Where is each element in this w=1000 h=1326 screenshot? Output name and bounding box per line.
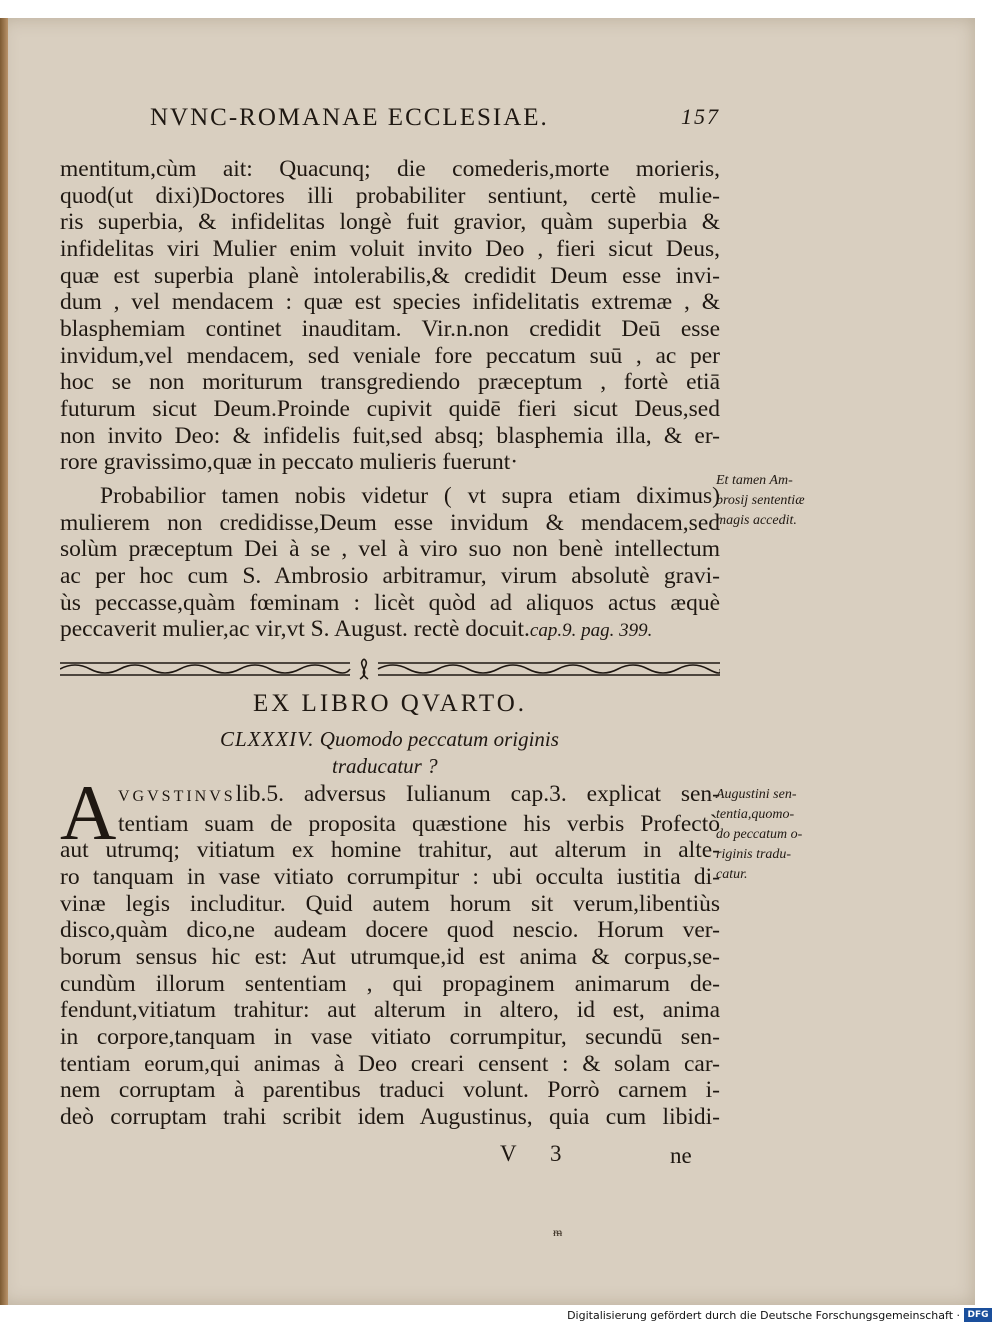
- text-line: deò corruptam trahi scribit idem Augustinus, quia cum libidi-: [60, 1103, 720, 1130]
- citation: cap.9. pag. 399.: [529, 620, 653, 642]
- chapter-title-line: traducatur ?: [332, 754, 438, 778]
- text-line: dum , vel mendacem : quæ est species infidelitatis extremæ , &: [60, 289, 720, 316]
- drop-capital: A: [60, 769, 117, 856]
- text-line: in corpore,tanquam in vase vitiato corrumpitur, secundū sen-: [60, 1023, 720, 1050]
- text-line: mentitum,cùm ait: Quacunq; die comederis,morte morieris,: [60, 156, 720, 182]
- decorative-rule: [60, 655, 720, 683]
- text-line: non invito Deo: & infidelis fuit,sed absq; blasphemia illa, & er-: [60, 422, 720, 449]
- text-line: fendunt,vitiatum trahitur: aut alterum in altero, id est, anima: [60, 997, 720, 1024]
- text-line: vinæ legis includitur. Quid autem horum sit verum,libentiùs: [60, 890, 720, 917]
- text-line: mulierem non credidisse,Deum esse invidum & mendacem,sed: [60, 509, 720, 536]
- footer-credit: Digitalisierung gefördert durch die Deutsche Forschungsgemeinschaft ·: [567, 1309, 960, 1322]
- text-line: tentiam eorum,qui animas à Deo creari censent : & solam car-: [60, 1050, 720, 1077]
- note-line: magis accedit.: [716, 513, 797, 528]
- text-line: borum sensus hic est: Aut utrumque,id est anima & corpus,se-: [60, 943, 720, 970]
- footer-bar: [0, 1305, 1000, 1326]
- text-line: nem corruptam à parentibus traduci volunt. Porrò carnem i-: [60, 1077, 720, 1104]
- text-line: cundùm illorum sententiam , qui propaginem animarum de-: [60, 970, 720, 997]
- text-line: Probabilior tamen nobis videtur ( vt supra etiam diximus): [100, 483, 720, 509]
- text-line: ac per hoc cum S. Ambrosio arbitramur, virum absolutè gravi-: [60, 562, 720, 589]
- text-line: tentiam suam de proposita quæstione his verbis Profectò: [118, 810, 720, 837]
- chapter-number: CLXXXIV.: [220, 727, 315, 751]
- text-line: ris superbia, & infidelitas longè fuit gravior, quàm superbia &: [60, 209, 720, 236]
- text-line: infidelitas viri Mulier enim voluit invito Deo , fieri sicut Deus,: [60, 235, 720, 262]
- note-line: brosij sententiæ: [716, 493, 805, 508]
- dfg-logo: DFG: [964, 1308, 992, 1322]
- text-line: ùs peccasse,quàm fœminam : licèt quòd ad aliquos actus æquè: [60, 589, 720, 616]
- text-line: quod(ut dixi)Doctores illi probabiliter sentiunt, certè mulie-: [60, 182, 720, 209]
- note-line: Augustini sen-: [716, 787, 797, 802]
- text-line: hoc se non moriturum transgrediendo præceptum , fortè etiā: [60, 369, 720, 396]
- running-head: [150, 104, 720, 138]
- text-line: quæ est superbia planè intolerabilis,& credidit Deum esse invi-: [60, 262, 720, 289]
- text-line: peccaverit mulier,ac vir,vt S. August. rectè docuit.: [60, 616, 530, 643]
- text-line: futurum sicut Deum.Proinde cupivit quidē fieri sicut Deus,sed: [60, 395, 720, 422]
- margin-note-1: [716, 471, 841, 531]
- smallcaps-word: VGVSTINVS: [118, 788, 236, 805]
- ink-mark: ᵯ: [553, 1225, 563, 1239]
- running-head-title: NVNC-ROMANAE ECCLESIAE.: [150, 104, 549, 131]
- margin-note-2: [716, 785, 841, 885]
- page-scan: [0, 18, 975, 1305]
- catchword: ne: [670, 1143, 692, 1168]
- text-line: ro tanquam in vase vitiato corrumpitur : ubi occulta iustitia di-: [60, 863, 720, 890]
- text-line-first: [60, 781, 720, 811]
- text-line-with-citation: [60, 616, 720, 645]
- paragraph-1: [60, 156, 720, 476]
- text-line: aut utrumq; vitiatum ex homine trahitur, aut alterum in alte-: [60, 837, 720, 864]
- note-line: tentia,quomo-: [716, 807, 795, 822]
- note-line: catur.: [716, 867, 748, 882]
- note-line: Et tamen Am-: [716, 473, 793, 488]
- page-number: 157: [681, 104, 720, 129]
- chapter-heading: [220, 726, 640, 780]
- text-line: blasphemiam continet inauditam. Vir.n.non credidit Deū esse: [60, 315, 720, 342]
- text-line: rore gravissimo,quæ in peccato mulieris fuerunt·: [60, 449, 519, 476]
- book-page: [0, 18, 975, 1305]
- note-line: riginis tradu-: [716, 847, 792, 862]
- paragraph-2: [60, 483, 720, 645]
- text-line: solùm præceptum Dei à se , vel à viro suo non benè intellectum: [60, 536, 720, 563]
- signature-mark: V 3: [500, 1141, 576, 1166]
- paragraph-3: [60, 781, 720, 1131]
- text-line: disco,quàm dico,ne audeam docere quod nescio. Horum ver-: [60, 917, 720, 944]
- note-line: do peccatum o-: [716, 827, 803, 842]
- text-line: lib.5. adversus Iulianum cap.3. explicat sen-: [235, 781, 720, 807]
- text-line: invidum,vel mendacem, sed veniale fore peccatum suū , ac per: [60, 342, 720, 369]
- chapter-title-line: Quomodo peccatum originis: [319, 727, 559, 751]
- section-heading: EX LIBRO QVARTO.: [252, 690, 528, 717]
